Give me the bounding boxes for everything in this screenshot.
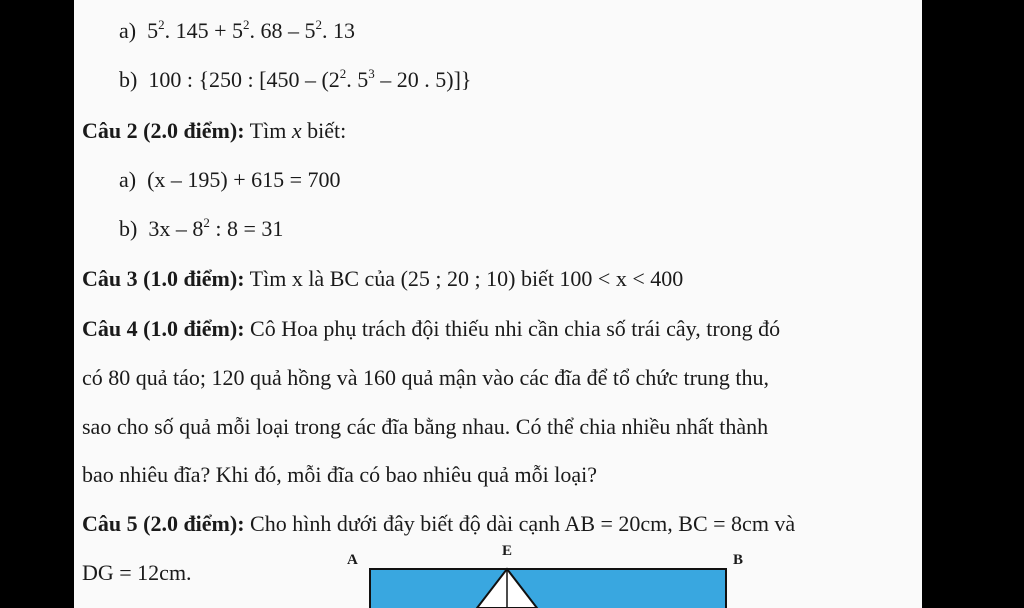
document-page bbox=[74, 0, 922, 608]
question-text: Cho hình dưới đây biết độ dài cạnh AB = 20cm, BC = 8cm và bbox=[244, 511, 796, 536]
exponent: 2 bbox=[203, 215, 210, 230]
expr-text: . 145 + 5 bbox=[164, 18, 244, 43]
expr-text: 100 : {250 : [450 – (2 bbox=[148, 67, 340, 92]
question-heading: Câu 4 (1.0 điểm): bbox=[82, 316, 245, 341]
expr-text: 5 bbox=[147, 18, 159, 43]
question-text: có 80 quả táo; 120 quả hồng và 160 quả mận vào các đĩa để tổ chức trung thu, bbox=[82, 365, 770, 390]
part-prefix: b) bbox=[119, 216, 138, 241]
rectangle-shape bbox=[370, 569, 726, 608]
exponent: 2 bbox=[315, 17, 323, 32]
exponent: 3 bbox=[368, 66, 375, 81]
expr-text: . 13 bbox=[322, 18, 356, 43]
part-prefix: b) bbox=[119, 67, 138, 92]
part-prefix: a) bbox=[119, 18, 137, 43]
expr-text: – 20 . 5)]} bbox=[374, 67, 472, 92]
point-label-e: E bbox=[502, 543, 513, 559]
question-heading: Câu 5 (2.0 điểm): bbox=[82, 511, 245, 536]
question-text: bao nhiêu đĩa? Khi đó, mỗi đĩa có bao nhiêu quả mỗi loại? bbox=[82, 462, 598, 487]
point-label-b: B bbox=[733, 552, 744, 568]
question-text: Tìm bbox=[244, 118, 292, 143]
exponent: 2 bbox=[339, 66, 347, 81]
variable: x bbox=[291, 118, 302, 143]
expr-text: . 68 – 5 bbox=[249, 18, 316, 43]
question-text: biết: bbox=[301, 118, 347, 143]
question-heading: Câu 3 (1.0 điểm): bbox=[82, 266, 245, 291]
exponent: 2 bbox=[243, 17, 250, 32]
question-heading: Câu 2 (2.0 điểm): bbox=[82, 118, 245, 143]
exponent: 2 bbox=[158, 17, 165, 32]
point-label-a: A bbox=[347, 552, 358, 568]
geometry-figure bbox=[74, 0, 922, 608]
expr-text: 3x – 8 bbox=[148, 216, 204, 241]
question-text: DG = 12cm. bbox=[82, 560, 192, 585]
question-text: sao cho số quả mỗi loại trong các đĩa bằng nhau. Có thể chia nhiều nhất thành bbox=[82, 414, 769, 439]
question-text: Cô Hoa phụ trách đội thiếu nhi cần chia số trái cây, trong đó bbox=[244, 316, 781, 341]
expr-text: (x – 195) + 615 = 700 bbox=[147, 167, 341, 192]
part-prefix: a) bbox=[119, 167, 137, 192]
question-text: Tìm x là BC của (25 ; 20 ; 10) biết 100 < x < 400 bbox=[244, 266, 684, 291]
expr-text: . 5 bbox=[346, 67, 369, 92]
expr-text: : 8 = 31 bbox=[209, 216, 284, 241]
